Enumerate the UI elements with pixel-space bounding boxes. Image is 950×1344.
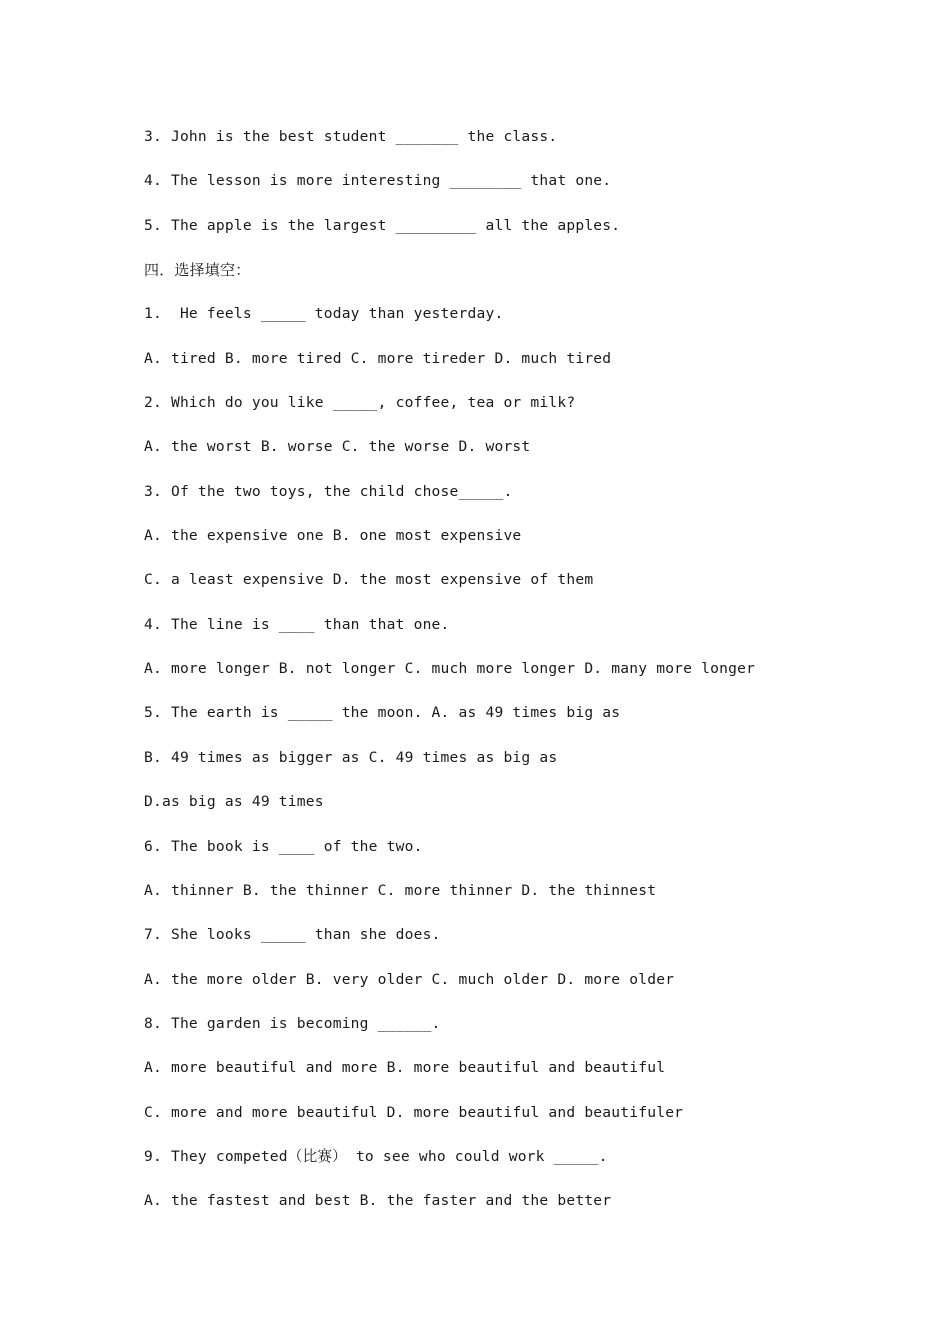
options-line: A. the expensive one B. one most expensive — [144, 527, 522, 545]
question-line: 8. The garden is becoming ______. — [144, 1014, 441, 1032]
question-line: 7. She looks _____ than she does. — [144, 926, 441, 944]
question-line: 4. The lesson is more interesting ________ that one. — [144, 172, 612, 190]
options-line: C. more and more beautiful D. more beautiful and beautifuler — [144, 1103, 684, 1121]
options-line: A. more beautiful and more B. more beautiful and beautiful — [144, 1059, 666, 1077]
question-line: 4. The line is ____ than that one. — [144, 615, 450, 633]
question-line: 9. They competed（比赛） to see who could work _____. — [144, 1147, 608, 1165]
options-line: B. 49 times as bigger as C. 49 times as big as — [144, 748, 558, 766]
question-line: 5. The apple is the largest _________ all the apples. — [144, 216, 621, 234]
options-line: A. more longer B. not longer C. much more longer D. many more longer — [144, 660, 756, 678]
question-line: 3. Of the two toys, the child chose_____. — [144, 482, 513, 500]
options-line: A. the worst B. worse C. the worse D. worst — [144, 438, 531, 456]
options-line: D.as big as 49 times — [144, 793, 324, 811]
options-line: A. the more older B. very older C. much older D. more older — [144, 970, 675, 988]
question-line: 2. Which do you like _____, coffee, tea or milk? — [144, 394, 576, 412]
options-line: C. a least expensive D. the most expensive of them — [144, 571, 594, 589]
question-line: 1. He feels _____ today than yesterday. — [144, 305, 504, 323]
question-line: 5. The earth is _____ the moon. A. as 49 times big as — [144, 704, 621, 722]
options-line: A. the fastest and best B. the faster and the better — [144, 1192, 612, 1210]
options-line: A. tired B. more tired C. more tireder D. much tired — [144, 349, 612, 367]
options-line: A. thinner B. the thinner C. more thinner D. the thinnest — [144, 881, 657, 899]
question-line: 3. John is the best student _______ the class. — [144, 128, 558, 145]
section-heading: 四．选择填空： — [144, 261, 251, 280]
worksheet-page — [144, 125, 904, 1234]
question-line: 6. The book is ____ of the two. — [144, 837, 423, 855]
